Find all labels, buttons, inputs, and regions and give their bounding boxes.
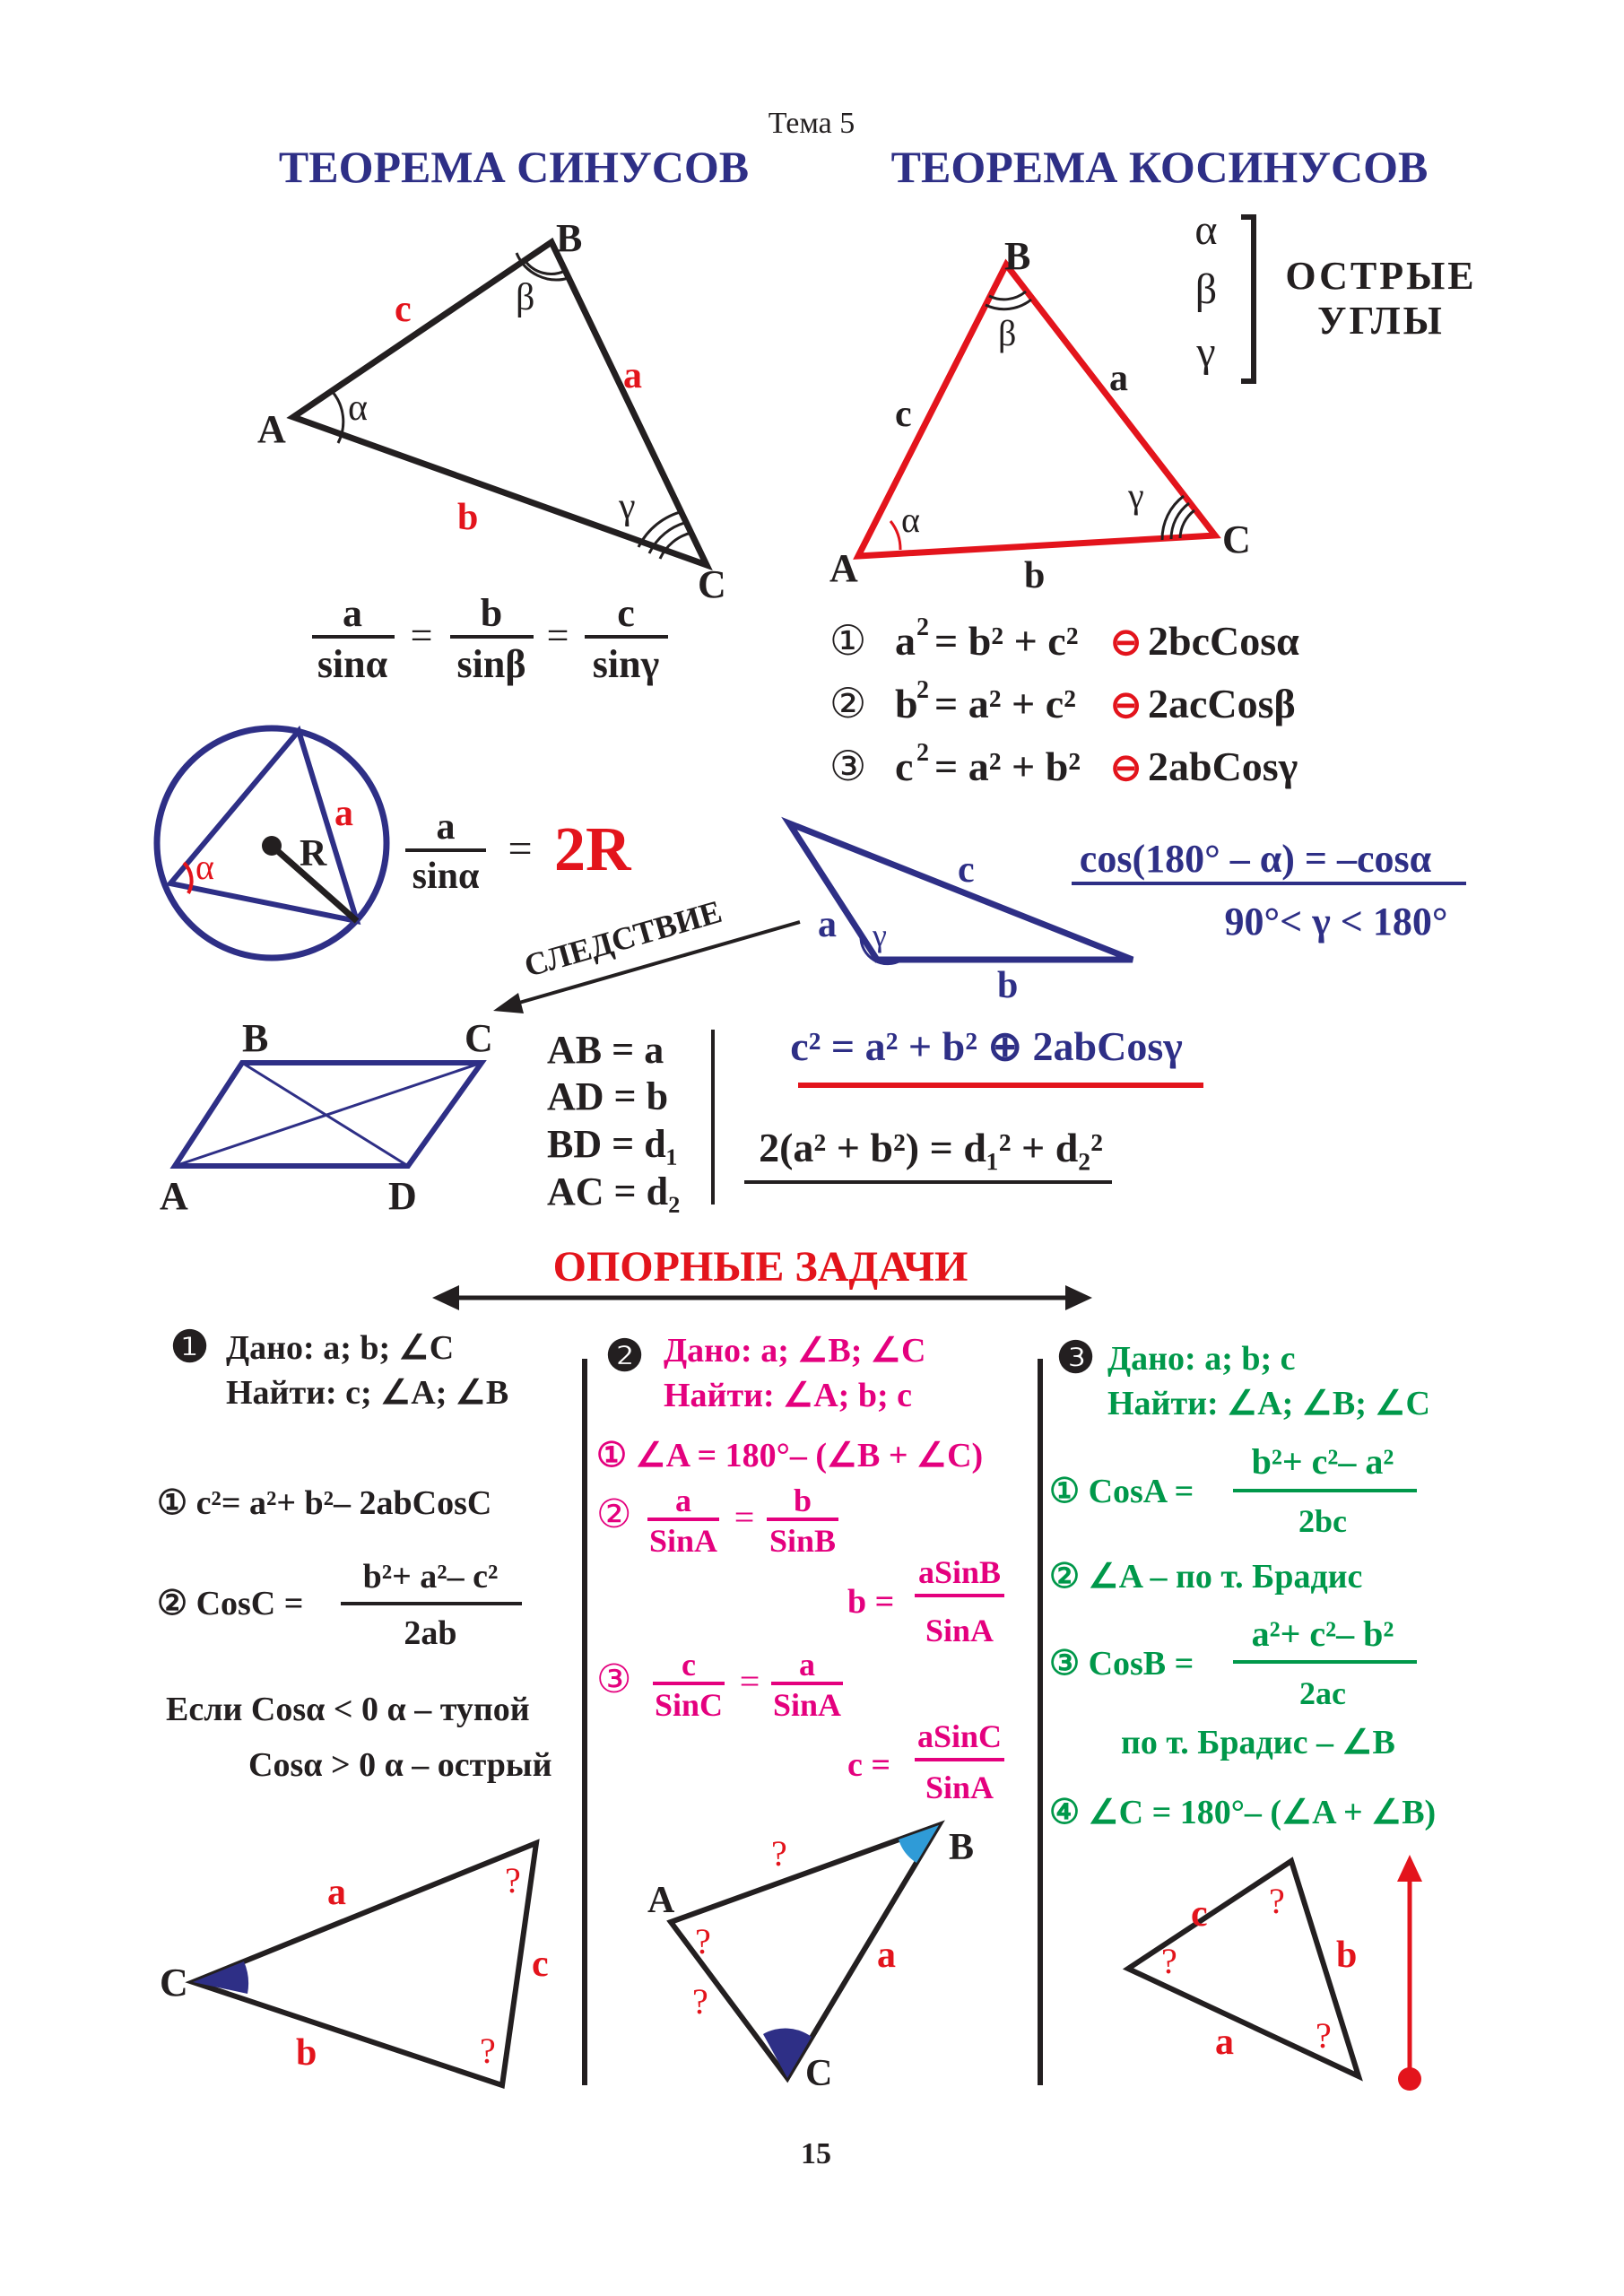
svg-text:=: = bbox=[734, 1497, 755, 1537]
vertex-B: B bbox=[556, 216, 583, 260]
svg-text:C: C bbox=[1222, 517, 1251, 561]
svg-text:① ∠A = 180°– (∠B + ∠C): ① ∠A = 180°– (∠B + ∠C) bbox=[596, 1437, 984, 1474]
svg-text:ОСТРЫЕ: ОСТРЫЕ bbox=[1285, 254, 1477, 298]
svg-text:УГЛЫ: УГЛЫ bbox=[1317, 299, 1445, 343]
svg-text:SinA: SinA bbox=[925, 1613, 994, 1648]
svg-text:③ CosB =: ③ CosB = bbox=[1049, 1645, 1194, 1683]
svg-text:β: β bbox=[998, 313, 1017, 353]
svg-text:A: A bbox=[829, 546, 858, 590]
svg-text:Cosα > 0 α – острый: Cosα > 0 α – острый bbox=[248, 1746, 552, 1784]
svg-text:c: c bbox=[895, 394, 912, 435]
svg-text:⊖: ⊖ bbox=[1110, 685, 1142, 726]
svg-text:A: A bbox=[647, 1880, 675, 1921]
svg-text:?: ? bbox=[771, 1833, 787, 1874]
svg-text:AB = a: AB = a bbox=[547, 1028, 664, 1072]
svg-text:C: C bbox=[805, 2053, 833, 2094]
svg-text:c: c bbox=[532, 1944, 549, 1985]
svg-text:⊖: ⊖ bbox=[1110, 622, 1142, 664]
svg-text:2acCosβ: 2acCosβ bbox=[1148, 681, 1296, 726]
svg-text:2ab: 2ab bbox=[404, 1614, 457, 1652]
svg-text:a: a bbox=[877, 1935, 896, 1976]
side-c: c bbox=[395, 289, 412, 330]
svg-text:C: C bbox=[465, 1016, 493, 1060]
svg-text:b²+ a²– c²: b²+ a²– c² bbox=[362, 1558, 499, 1596]
svg-text:SinA: SinA bbox=[772, 1687, 842, 1723]
svg-text:a: a bbox=[436, 806, 456, 848]
vertex-C: C bbox=[698, 562, 726, 606]
sine-theorem-title: ТЕОРЕМА СИНУСОВ bbox=[278, 142, 750, 192]
svg-text:c: c bbox=[895, 744, 914, 789]
topic-label: Тема 5 bbox=[768, 107, 855, 140]
svg-text:Найти: ∠A; ∠B; ∠C: Найти: ∠A; ∠B; ∠C bbox=[1107, 1385, 1430, 1422]
svg-text:① CosA =: ① CosA = bbox=[1049, 1473, 1194, 1510]
cosine-theorem-title: ТЕОРЕМА КОСИНУСОВ bbox=[890, 142, 1429, 192]
svg-text:a: a bbox=[818, 904, 837, 945]
sine-formula bbox=[312, 591, 668, 686]
svg-text:a²+ c²– b²: a²+ c²– b² bbox=[1251, 1613, 1394, 1654]
svg-text:b: b bbox=[1024, 555, 1046, 596]
svg-text:=: = bbox=[739, 1661, 760, 1701]
svg-text:β: β bbox=[1194, 265, 1218, 313]
svg-text:③: ③ bbox=[596, 1657, 632, 1701]
svg-text:aSinC: aSinC bbox=[916, 1718, 1003, 1754]
svg-text:Дано: a; ∠B; ∠C: Дано: a; ∠B; ∠C bbox=[664, 1332, 926, 1370]
svg-text:②: ② bbox=[596, 1492, 632, 1536]
svg-text:=: = bbox=[546, 613, 569, 657]
svg-text:?: ? bbox=[505, 1860, 521, 1900]
svg-text:90°< γ < 180°: 90°< γ < 180° bbox=[1224, 900, 1448, 944]
svg-text:2: 2 bbox=[916, 739, 929, 767]
vertex-A: A bbox=[257, 407, 286, 451]
svg-text:ОПОРНЫЕ ЗАДАЧИ: ОПОРНЫЕ ЗАДАЧИ bbox=[552, 1243, 968, 1291]
svg-text:a: a bbox=[343, 591, 362, 635]
svg-text:a: a bbox=[327, 1872, 346, 1913]
task-2 bbox=[596, 1332, 1004, 2094]
task-3 bbox=[1049, 1335, 1436, 2091]
circumcircle-figure bbox=[157, 728, 632, 958]
svg-text:cos(180° – α) = –cosα: cos(180° – α) = –cosα bbox=[1079, 837, 1432, 881]
svg-text:B: B bbox=[949, 1827, 975, 1868]
svg-text:b: b bbox=[480, 591, 503, 635]
svg-text:?: ? bbox=[692, 1981, 708, 2022]
svg-text:A: A bbox=[160, 1174, 188, 1218]
angle-gamma: γ bbox=[619, 486, 636, 527]
svg-text:sinβ: sinβ bbox=[456, 642, 526, 686]
svg-text:⊖: ⊖ bbox=[1110, 748, 1142, 789]
svg-text:③: ③ bbox=[829, 744, 867, 789]
svg-text:?: ? bbox=[695, 1921, 711, 1961]
svg-text:a: a bbox=[799, 1647, 815, 1683]
svg-text:Дано: a; b; c: Дано: a; b; c bbox=[1107, 1340, 1296, 1378]
svg-text:B: B bbox=[1004, 234, 1031, 278]
svg-text:SinA: SinA bbox=[648, 1523, 718, 1559]
svg-text:SinA: SinA bbox=[925, 1770, 994, 1805]
svg-text:γ: γ bbox=[1196, 328, 1216, 376]
svg-text:c: c bbox=[617, 591, 635, 635]
svg-text:Дано: a; b; ∠C: Дано: a; b; ∠C bbox=[226, 1329, 455, 1367]
svg-text:b =: b = bbox=[847, 1583, 895, 1621]
side-b: b bbox=[457, 497, 479, 538]
svg-text:2ac: 2ac bbox=[1299, 1675, 1346, 1711]
svg-text:?: ? bbox=[480, 2031, 496, 2071]
svg-text:c =: c = bbox=[847, 1746, 891, 1784]
corollary-arrow bbox=[493, 893, 800, 1013]
svg-text:c: c bbox=[958, 849, 975, 891]
svg-text:Найти: c; ∠A; ∠B: Найти: c; ∠A; ∠B bbox=[226, 1374, 509, 1412]
svg-text:② CosC =: ② CosC = bbox=[157, 1585, 304, 1622]
svg-text:СЛЕДСТВИЕ: СЛЕДСТВИЕ bbox=[520, 892, 726, 984]
svg-text:a: a bbox=[1215, 2022, 1234, 2063]
svg-text:b²+ c²– a²: b²+ c²– a² bbox=[1251, 1441, 1394, 1482]
svg-text:?: ? bbox=[1269, 1881, 1285, 1921]
svg-text:sinα: sinα bbox=[317, 642, 388, 686]
svg-text:c: c bbox=[682, 1647, 696, 1683]
page-number: 15 bbox=[801, 2137, 831, 2170]
svg-text:b: b bbox=[793, 1483, 812, 1518]
svg-text:α: α bbox=[1194, 206, 1218, 254]
svg-text:= b² + c²: = b² + c² bbox=[934, 618, 1079, 664]
svg-text:BD = d₁: BD = d₁ bbox=[547, 1122, 678, 1166]
svg-text:a: a bbox=[334, 793, 353, 834]
svg-text:aSinB: aSinB bbox=[917, 1554, 1002, 1590]
svg-text:γ: γ bbox=[1128, 475, 1144, 516]
svg-text:①: ① bbox=[829, 618, 867, 664]
svg-text:Если Cosα < 0 α – тупой: Если Cosα < 0 α – тупой bbox=[166, 1691, 530, 1728]
svg-text:D: D bbox=[388, 1174, 417, 1218]
cosine-laws bbox=[829, 613, 1299, 789]
svg-text:② ∠A – по т. Брадис: ② ∠A – по т. Брадис bbox=[1049, 1558, 1363, 1596]
svg-text:②: ② bbox=[829, 681, 867, 726]
svg-text:① c²= a²+ b²– 2abCosC: ① c²= a²+ b²– 2abCosC bbox=[157, 1484, 492, 1522]
sine-triangle bbox=[257, 216, 726, 606]
svg-text:b: b bbox=[296, 2032, 317, 2074]
svg-text:a: a bbox=[675, 1483, 691, 1518]
svg-text:c: c bbox=[1191, 1893, 1208, 1935]
svg-text:α: α bbox=[901, 500, 920, 540]
svg-text:④ ∠C = 180°– (∠A + ∠B): ④ ∠C = 180°– (∠A + ∠B) bbox=[1049, 1794, 1437, 1831]
svg-text:AD = b: AD = b bbox=[547, 1074, 669, 1118]
cosine-triangle bbox=[829, 234, 1251, 596]
svg-text:Найти: ∠A; b; c: Найти: ∠A; b; c bbox=[664, 1377, 912, 1414]
svg-text:B: B bbox=[242, 1016, 269, 1060]
svg-text:2abCosγ: 2abCosγ bbox=[1148, 744, 1298, 789]
svg-text:R: R bbox=[300, 833, 327, 874]
svg-text:2: 2 bbox=[916, 676, 929, 704]
svg-text:a: a bbox=[1109, 358, 1128, 399]
svg-text:= a² + c²: = a² + c² bbox=[934, 681, 1076, 726]
acute-angles-note bbox=[1194, 206, 1476, 381]
svg-text:2(a² + b²) = d₁² + d₂²: 2(a² + b²) = d₁² + d₂² bbox=[759, 1125, 1103, 1170]
svg-text:?: ? bbox=[1161, 1941, 1177, 1981]
tasks-header bbox=[432, 1243, 1092, 1310]
svg-text:2: 2 bbox=[916, 613, 929, 641]
svg-text:γ: γ bbox=[873, 918, 887, 953]
svg-text:a: a bbox=[895, 618, 916, 664]
svg-text:SinB: SinB bbox=[769, 1523, 837, 1559]
svg-text:C: C bbox=[160, 1961, 188, 2005]
svg-text:b: b bbox=[895, 681, 918, 726]
svg-text:?: ? bbox=[1316, 2015, 1332, 2056]
svg-text:SinC: SinC bbox=[654, 1687, 724, 1723]
angle-alpha: α bbox=[348, 387, 369, 429]
svg-text:b: b bbox=[1336, 1935, 1358, 1976]
svg-text:❷: ❷ bbox=[605, 1333, 645, 1380]
svg-text:2bc: 2bc bbox=[1298, 1503, 1347, 1539]
angle-beta: β bbox=[516, 277, 535, 318]
obtuse-triangle bbox=[789, 823, 1466, 1085]
svg-text:❸: ❸ bbox=[1056, 1335, 1096, 1382]
svg-text:AC = d₂: AC = d₂ bbox=[547, 1170, 681, 1213]
svg-text:sinα: sinα bbox=[412, 856, 480, 897]
svg-text:α: α bbox=[195, 847, 214, 887]
svg-text:❶: ❶ bbox=[170, 1324, 210, 1371]
svg-text:=: = bbox=[410, 613, 433, 657]
svg-text:по т. Брадис – ∠B: по т. Брадис – ∠B bbox=[1121, 1724, 1395, 1761]
svg-text:= a² + b²: = a² + b² bbox=[934, 744, 1081, 789]
side-a: a bbox=[623, 355, 642, 396]
two-R: 2R bbox=[554, 815, 631, 884]
svg-text:sinγ: sinγ bbox=[592, 642, 660, 686]
task-1 bbox=[157, 1324, 552, 2085]
svg-text:=: = bbox=[508, 825, 533, 873]
svg-text:c² = a² + b² ⊕ 2abCosγ: c² = a² + b² ⊕ 2abCosγ bbox=[790, 1023, 1183, 1069]
svg-text:2bcCosα: 2bcCosα bbox=[1148, 618, 1299, 664]
svg-text:b: b bbox=[997, 965, 1019, 1006]
